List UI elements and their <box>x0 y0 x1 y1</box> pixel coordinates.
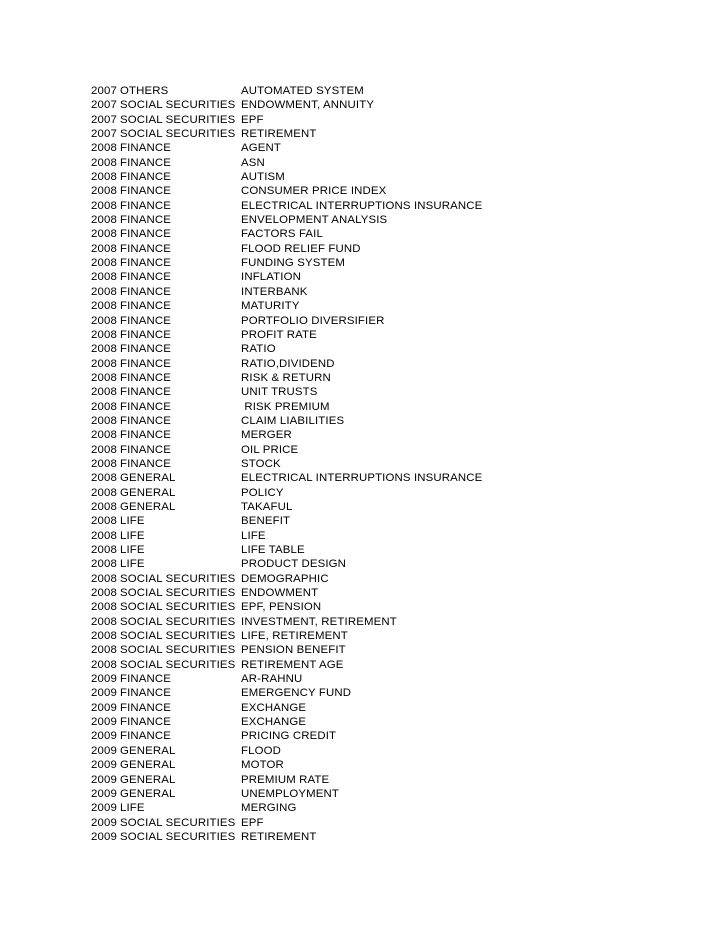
category-cell: SOCIAL SECURITIES <box>120 99 236 112</box>
table-row <box>91 270 482 284</box>
topic-cell: BENEFIT <box>241 515 291 528</box>
topic-cell: MATURITY <box>241 300 300 313</box>
category-cell: FINANCE <box>120 429 172 442</box>
year-cell: 2008 <box>91 615 117 628</box>
year-cell: 2008 <box>91 228 117 241</box>
table-row <box>91 256 482 270</box>
category-cell: LIFE <box>120 515 145 528</box>
table-row <box>91 744 482 758</box>
year-cell: 2008 <box>91 343 117 356</box>
table-row <box>91 285 482 299</box>
table-row <box>91 328 482 342</box>
category-cell: FINANCE <box>120 271 172 284</box>
category-cell: GENERAL <box>120 486 176 499</box>
table-row <box>91 113 482 127</box>
category-cell: GENERAL <box>120 787 176 800</box>
category-cell: FINANCE <box>120 414 172 427</box>
year-cell: 2008 <box>91 572 117 585</box>
category-cell: FINANCE <box>120 457 172 470</box>
category-cell: SOCIAL SECURITIES <box>120 644 236 657</box>
topic-cell: MOTOR <box>241 759 284 772</box>
topic-cell: RATIO <box>241 343 276 356</box>
year-cell: 2008 <box>91 285 117 298</box>
table-row <box>91 357 482 371</box>
year-cell: 2008 <box>91 242 117 255</box>
topic-cell: ENDOWMENT <box>241 587 319 600</box>
table-row <box>91 184 482 198</box>
category-cell: FINANCE <box>120 300 172 313</box>
year-cell: 2008 <box>91 142 117 155</box>
table-row <box>91 98 482 112</box>
category-cell: GENERAL <box>120 744 176 757</box>
topic-cell: AR-RAHNU <box>241 673 303 686</box>
year-cell: 2008 <box>91 486 117 499</box>
topic-cell: OIL PRICE <box>241 443 299 456</box>
category-cell: FINANCE <box>120 400 172 413</box>
table-row <box>91 127 482 141</box>
year-cell: 2008 <box>91 558 117 571</box>
category-cell: SOCIAL SECURITIES <box>120 128 236 141</box>
table-row <box>91 227 482 241</box>
table-row <box>91 371 482 385</box>
table-row <box>91 199 482 213</box>
topic-cell: EPF, PENSION <box>241 601 322 614</box>
year-cell: 2008 <box>91 314 117 327</box>
topic-cell: UNIT TRUSTS <box>241 386 318 399</box>
category-cell: FINANCE <box>120 314 172 327</box>
table-row <box>91 658 482 672</box>
category-cell: FINANCE <box>120 171 172 184</box>
year-cell: 2009 <box>91 759 117 772</box>
topic-cell: AGENT <box>241 142 281 155</box>
year-cell: 2008 <box>91 658 117 671</box>
category-cell: FINANCE <box>120 214 172 227</box>
year-cell: 2009 <box>91 787 117 800</box>
category-cell: SOCIAL SECURITIES <box>120 113 236 126</box>
category-cell: LIFE <box>120 802 145 815</box>
category-cell: FINANCE <box>120 242 172 255</box>
category-cell: GENERAL <box>120 759 176 772</box>
year-cell: 2008 <box>91 429 117 442</box>
category-cell: FINANCE <box>120 386 172 399</box>
category-cell: FINANCE <box>120 357 172 370</box>
year-cell: 2008 <box>91 601 117 614</box>
year-cell: 2008 <box>91 630 117 643</box>
year-cell: 2008 <box>91 515 117 528</box>
category-cell: FINANCE <box>120 199 172 212</box>
category-cell: LIFE <box>120 529 145 542</box>
topic-cell: LIFE, RETIREMENT <box>241 630 348 643</box>
table-row <box>91 758 482 772</box>
topic-cell: AUTISM <box>241 171 285 184</box>
year-cell: 2009 <box>91 716 117 729</box>
year-cell: 2009 <box>91 687 117 700</box>
topic-cell: EMERGENCY FUND <box>241 687 352 700</box>
topic-cell: RETIREMENT <box>241 830 317 843</box>
year-cell: 2008 <box>91 156 117 169</box>
year-cell: 2008 <box>91 587 117 600</box>
table-row <box>91 557 482 571</box>
table-row <box>91 514 482 528</box>
topic-cell: RISK & RETURN <box>241 371 331 384</box>
table-row <box>91 342 482 356</box>
year-cell: 2008 <box>91 529 117 542</box>
table-row <box>91 385 482 399</box>
year-cell: 2008 <box>91 443 117 456</box>
topic-cell: ENVELOPMENT ANALYSIS <box>241 214 388 227</box>
table-row <box>91 500 482 514</box>
year-cell: 2008 <box>91 400 117 413</box>
topic-cell: FLOOD <box>241 744 281 757</box>
topic-cell: EPF <box>241 113 264 126</box>
year-cell: 2008 <box>91 472 117 485</box>
topic-cell: PROFIT RATE <box>241 328 317 341</box>
topic-cell: PENSION BENEFIT <box>241 644 346 657</box>
category-cell: SOCIAL SECURITIES <box>120 630 236 643</box>
table-row <box>91 141 482 155</box>
topic-cell: STOCK <box>241 457 281 470</box>
table-row <box>91 672 482 686</box>
year-cell: 2009 <box>91 830 117 843</box>
year-cell: 2009 <box>91 816 117 829</box>
topic-cell: INTERBANK <box>241 285 308 298</box>
year-cell: 2008 <box>91 386 117 399</box>
table-row <box>91 773 482 787</box>
topic-cell: CLAIM LIABILITIES <box>241 414 345 427</box>
topic-cell: EXCHANGE <box>241 716 307 729</box>
category-cell: SOCIAL SECURITIES <box>120 615 236 628</box>
table-row <box>91 170 482 184</box>
year-cell: 2009 <box>91 701 117 714</box>
table-row <box>91 414 482 428</box>
year-cell: 2008 <box>91 544 117 556</box>
category-cell: SOCIAL SECURITIES <box>120 572 236 585</box>
category-cell: FINANCE <box>120 156 172 169</box>
year-cell: 2008 <box>91 357 117 370</box>
table-row <box>91 701 482 715</box>
topic-cell: FLOOD RELIEF FUND <box>241 242 361 255</box>
category-cell: FINANCE <box>120 185 172 198</box>
topic-cell: PRODUCT DESIGN <box>241 558 347 571</box>
year-cell: 2007 <box>91 128 117 141</box>
topic-cell: ENDOWMENT, ANNUITY <box>241 99 375 112</box>
year-cell: 2008 <box>91 414 117 427</box>
category-cell: FINANCE <box>120 343 172 356</box>
table-row <box>91 643 482 657</box>
topic-cell: FUNDING SYSTEM <box>241 257 345 270</box>
category-cell: FINANCE <box>120 228 172 241</box>
category-cell: FINANCE <box>120 443 172 456</box>
category-cell: SOCIAL SECURITIES <box>120 816 236 829</box>
topic-cell: CONSUMER PRICE INDEX <box>241 185 387 198</box>
year-cell: 2008 <box>91 371 117 384</box>
table-row <box>91 428 482 442</box>
table-row <box>91 715 482 729</box>
table-row <box>91 457 482 471</box>
year-cell: 2009 <box>91 802 117 815</box>
category-cell: FINANCE <box>120 142 172 155</box>
year-cell: 2008 <box>91 300 117 313</box>
table-row <box>91 686 482 700</box>
table-row <box>91 299 482 313</box>
table-row <box>91 486 482 500</box>
year-cell: 2008 <box>91 185 117 198</box>
category-cell: LIFE <box>120 544 145 556</box>
year-cell: 2009 <box>91 673 117 686</box>
year-cell: 2009 <box>91 730 117 743</box>
category-cell: GENERAL <box>120 773 176 786</box>
topic-cell: ELECTRICAL INTERRUPTIONS INSURANCE <box>241 199 483 212</box>
table-row <box>91 615 482 629</box>
table-row <box>91 816 482 830</box>
topic-cell: DEMOGRAPHIC <box>241 572 329 585</box>
year-cell: 2009 <box>91 744 117 757</box>
topic-cell: PRICING CREDIT <box>241 730 337 743</box>
category-cell: FINANCE <box>120 371 172 384</box>
table-row <box>91 586 482 600</box>
table-row <box>91 242 482 256</box>
topic-cell: RETIREMENT <box>241 128 317 141</box>
year-cell: 2008 <box>91 257 117 270</box>
table-row <box>91 600 482 614</box>
topic-cell: ASN <box>241 156 265 169</box>
topic-cell: POLICY <box>241 486 284 499</box>
topic-cell: INVESTMENT, RETIREMENT <box>241 615 397 628</box>
topic-table <box>91 84 482 844</box>
category-cell: FINANCE <box>120 730 172 743</box>
topic-cell: MERGING <box>241 802 297 815</box>
category-cell: FINANCE <box>120 687 172 700</box>
category-cell: FINANCE <box>120 701 172 714</box>
year-cell: 2007 <box>91 85 117 97</box>
table-row <box>91 830 482 844</box>
topic-cell: MERGER <box>241 429 292 442</box>
topic-cell: FACTORS FAIL <box>241 228 323 241</box>
category-cell: SOCIAL SECURITIES <box>120 587 236 600</box>
topic-cell: INFLATION <box>241 271 301 284</box>
category-cell: OTHERS <box>120 85 169 97</box>
year-cell: 2008 <box>91 271 117 284</box>
category-cell: FINANCE <box>120 673 172 686</box>
category-cell: SOCIAL SECURITIES <box>120 601 236 614</box>
category-cell: GENERAL <box>120 472 176 485</box>
year-cell: 2007 <box>91 99 117 112</box>
year-cell: 2008 <box>91 171 117 184</box>
table-row <box>91 314 482 328</box>
table-row <box>91 801 482 815</box>
topic-cell: LIFE <box>241 529 266 542</box>
table-row <box>91 400 482 414</box>
category-cell: SOCIAL SECURITIES <box>120 658 236 671</box>
table-row <box>91 84 482 98</box>
table-row <box>91 729 482 743</box>
category-cell: FINANCE <box>120 285 172 298</box>
year-cell: 2008 <box>91 644 117 657</box>
year-cell: 2008 <box>91 500 117 513</box>
table-row <box>91 529 482 543</box>
topic-cell: LIFE TABLE <box>241 544 305 556</box>
table-row <box>91 543 482 557</box>
topic-cell: AUTOMATED SYSTEM <box>241 85 364 97</box>
topic-cell: PREMIUM RATE <box>241 773 330 786</box>
table-row <box>91 629 482 643</box>
topic-cell: EXCHANGE <box>241 701 307 714</box>
category-cell: GENERAL <box>120 500 176 513</box>
topic-cell: RATIO,DIVIDEND <box>241 357 335 370</box>
topic-cell: RETIREMENT AGE <box>241 658 344 671</box>
category-cell: LIFE <box>120 558 145 571</box>
year-cell: 2007 <box>91 113 117 126</box>
topic-cell: EPF <box>241 816 264 829</box>
topic-cell: UNEMPLOYMENT <box>241 787 339 800</box>
table-row <box>91 572 482 586</box>
table-row <box>91 471 482 485</box>
topic-cell: TAKAFUL <box>241 500 293 513</box>
category-cell: SOCIAL SECURITIES <box>120 830 236 843</box>
year-cell: 2008 <box>91 199 117 212</box>
topic-cell: RISK PREMIUM <box>241 400 330 413</box>
table-row <box>91 156 482 170</box>
year-cell: 2009 <box>91 773 117 786</box>
table-row <box>91 443 482 457</box>
topic-cell: ELECTRICAL INTERRUPTIONS INSURANCE <box>241 472 483 485</box>
category-cell: FINANCE <box>120 328 172 341</box>
year-cell: 2008 <box>91 214 117 227</box>
category-cell: FINANCE <box>120 716 172 729</box>
table-row <box>91 213 482 227</box>
category-cell: FINANCE <box>120 257 172 270</box>
year-cell: 2008 <box>91 457 117 470</box>
topic-cell: PORTFOLIO DIVERSIFIER <box>241 314 385 327</box>
year-cell: 2008 <box>91 328 117 341</box>
table-row <box>91 787 482 801</box>
